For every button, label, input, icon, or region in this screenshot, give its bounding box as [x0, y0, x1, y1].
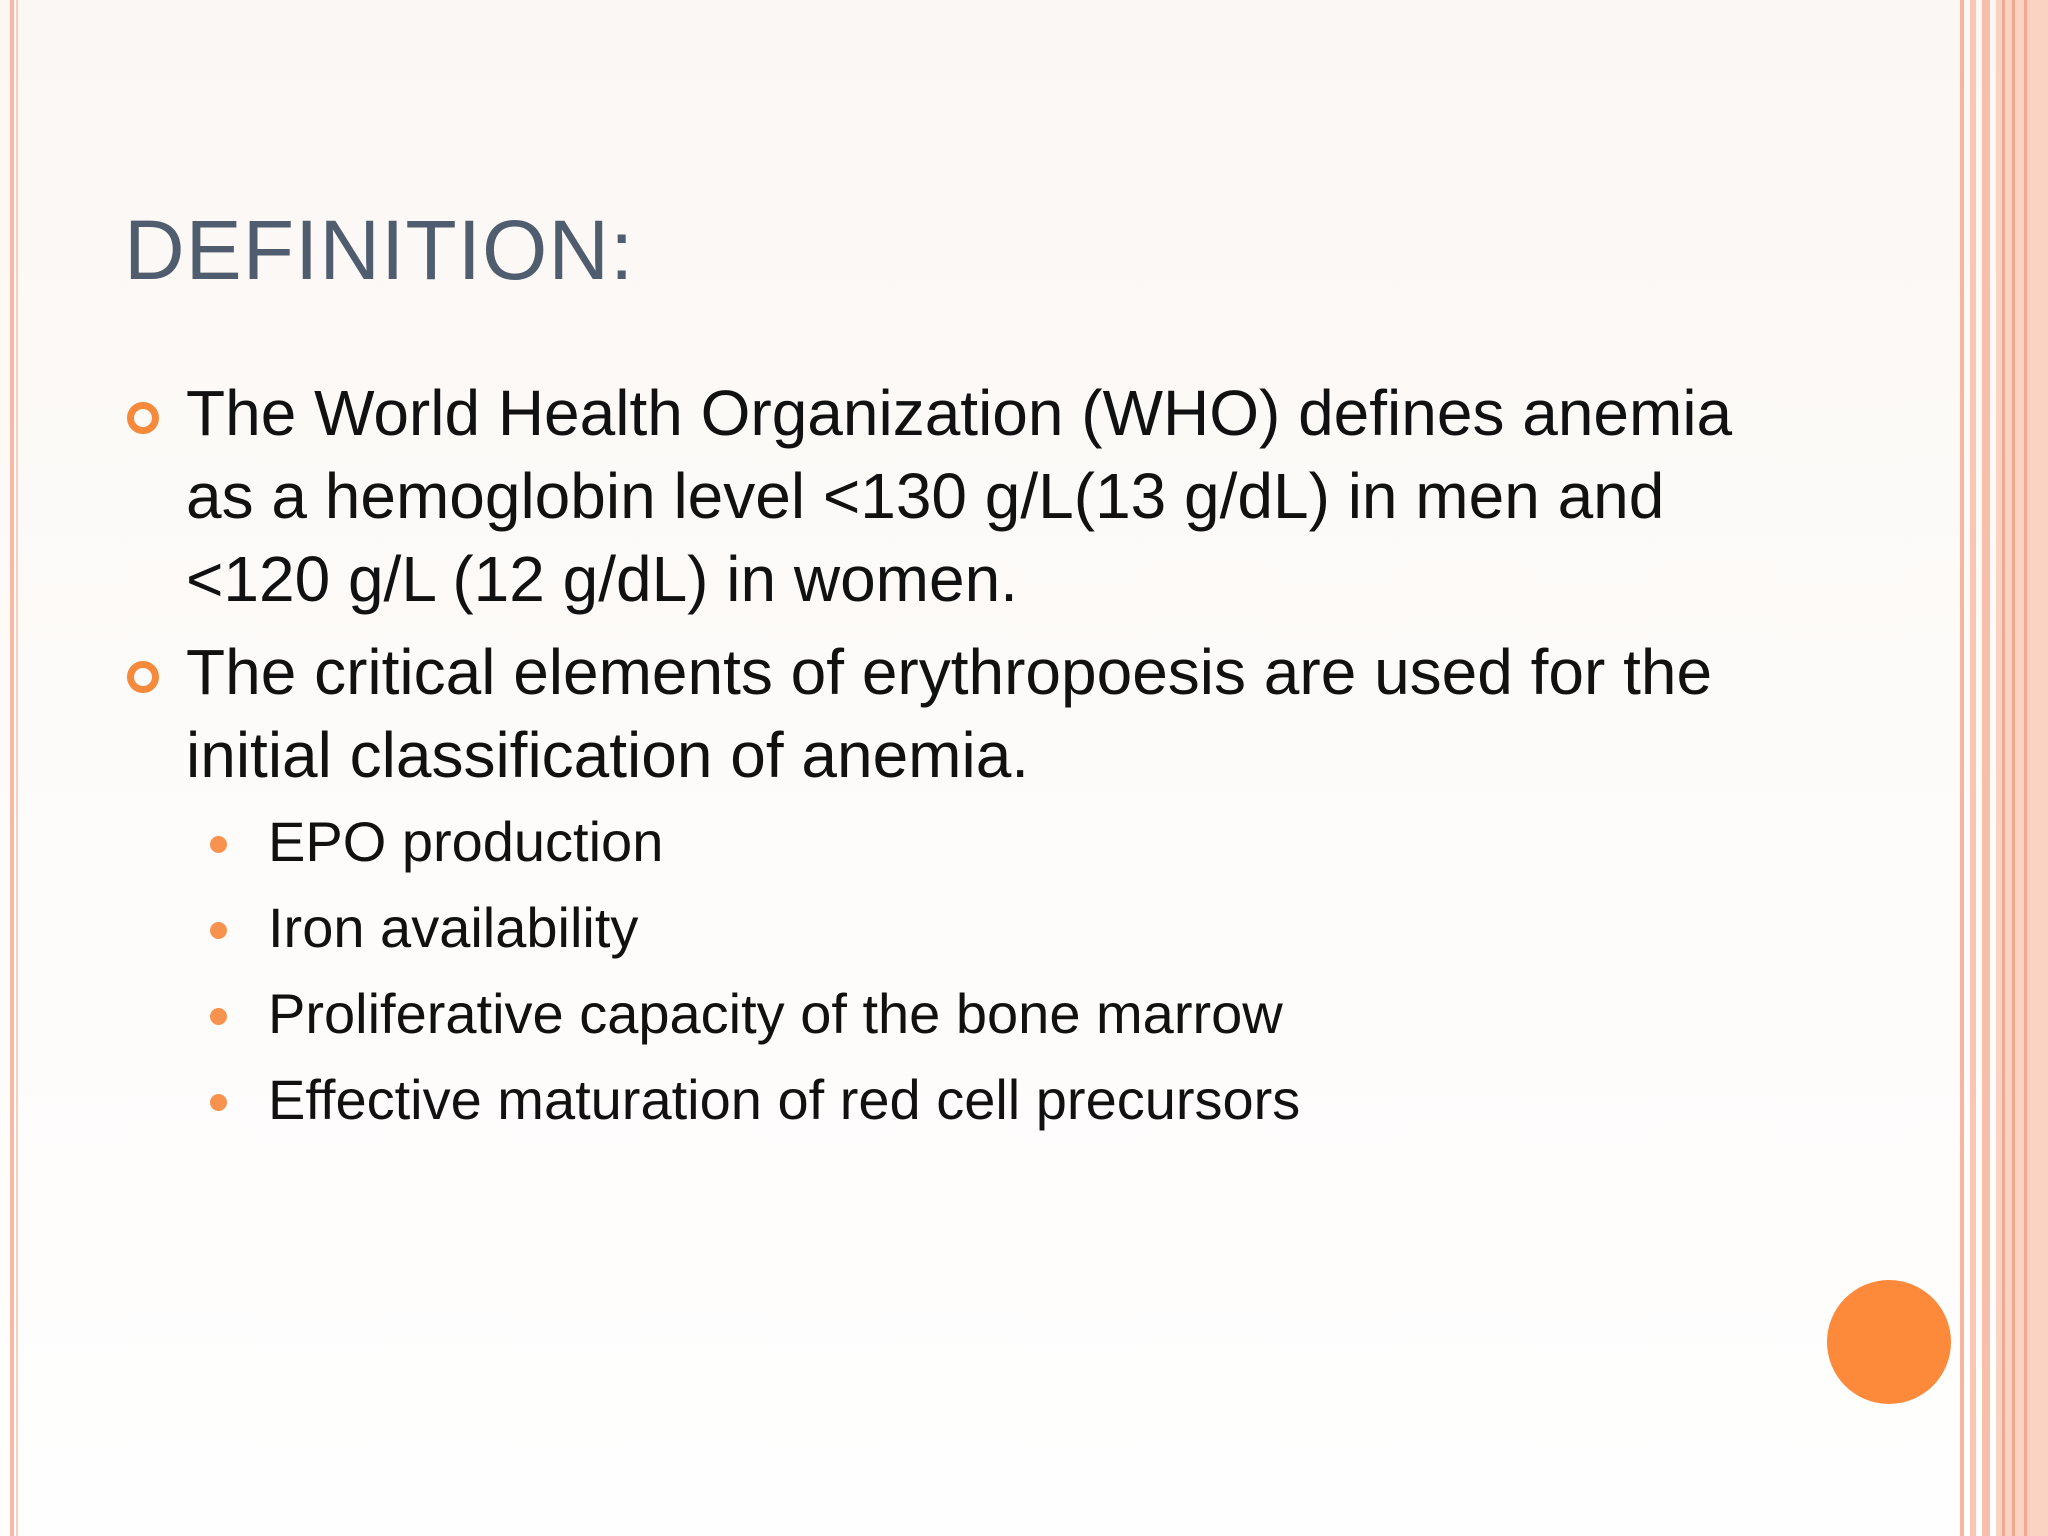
right-border-line: [2024, 0, 2027, 1536]
orange-dot-icon: [210, 1094, 227, 1111]
bullet-text: The critical elements of erythropoesis are used for the initial classification of anemia.: [186, 636, 1713, 791]
sub-bullet-item: [0, 1057, 1746, 1143]
bullet-item: [0, 372, 1746, 621]
right-border-line: [2002, 0, 2005, 1536]
bullet-item: [0, 631, 1746, 1143]
orange-dot-icon: [210, 922, 227, 939]
slide-title: DEFINITION:: [124, 203, 635, 297]
sub-bullet-item: [0, 971, 1746, 1057]
sub-bullet-text: Effective maturation of red cell precursors: [268, 1068, 1301, 1131]
hollow-orange-circle-icon: [127, 661, 159, 693]
sub-bullet-text: EPO production: [268, 810, 664, 873]
bullet-text: The World Health Organization (WHO) defines anemia as a hemoglobin level <130 g/L(13 g/dL) in men and <120 g/L (12 g/dL) in women.: [186, 377, 1733, 615]
right-border-stripe: [1970, 0, 1976, 1536]
sub-bullet-item: [0, 885, 1746, 971]
orange-circle-icon: [1827, 1280, 1951, 1404]
orange-dot-icon: [210, 836, 227, 853]
sub-bullet-text: Proliferative capacity of the bone marrow: [268, 982, 1283, 1045]
orange-dot-icon: [210, 1008, 227, 1025]
right-border-stripe: [1960, 0, 1964, 1536]
right-border-line: [2012, 0, 2015, 1536]
hollow-orange-circle-icon: [127, 402, 159, 434]
sub-bullet-list: [186, 799, 1746, 1143]
bullet-list: [0, 372, 1900, 1153]
right-border-stripe: [1982, 0, 1990, 1536]
sub-bullet-text: Iron availability: [268, 896, 639, 959]
sub-bullet-item: [0, 799, 1746, 885]
